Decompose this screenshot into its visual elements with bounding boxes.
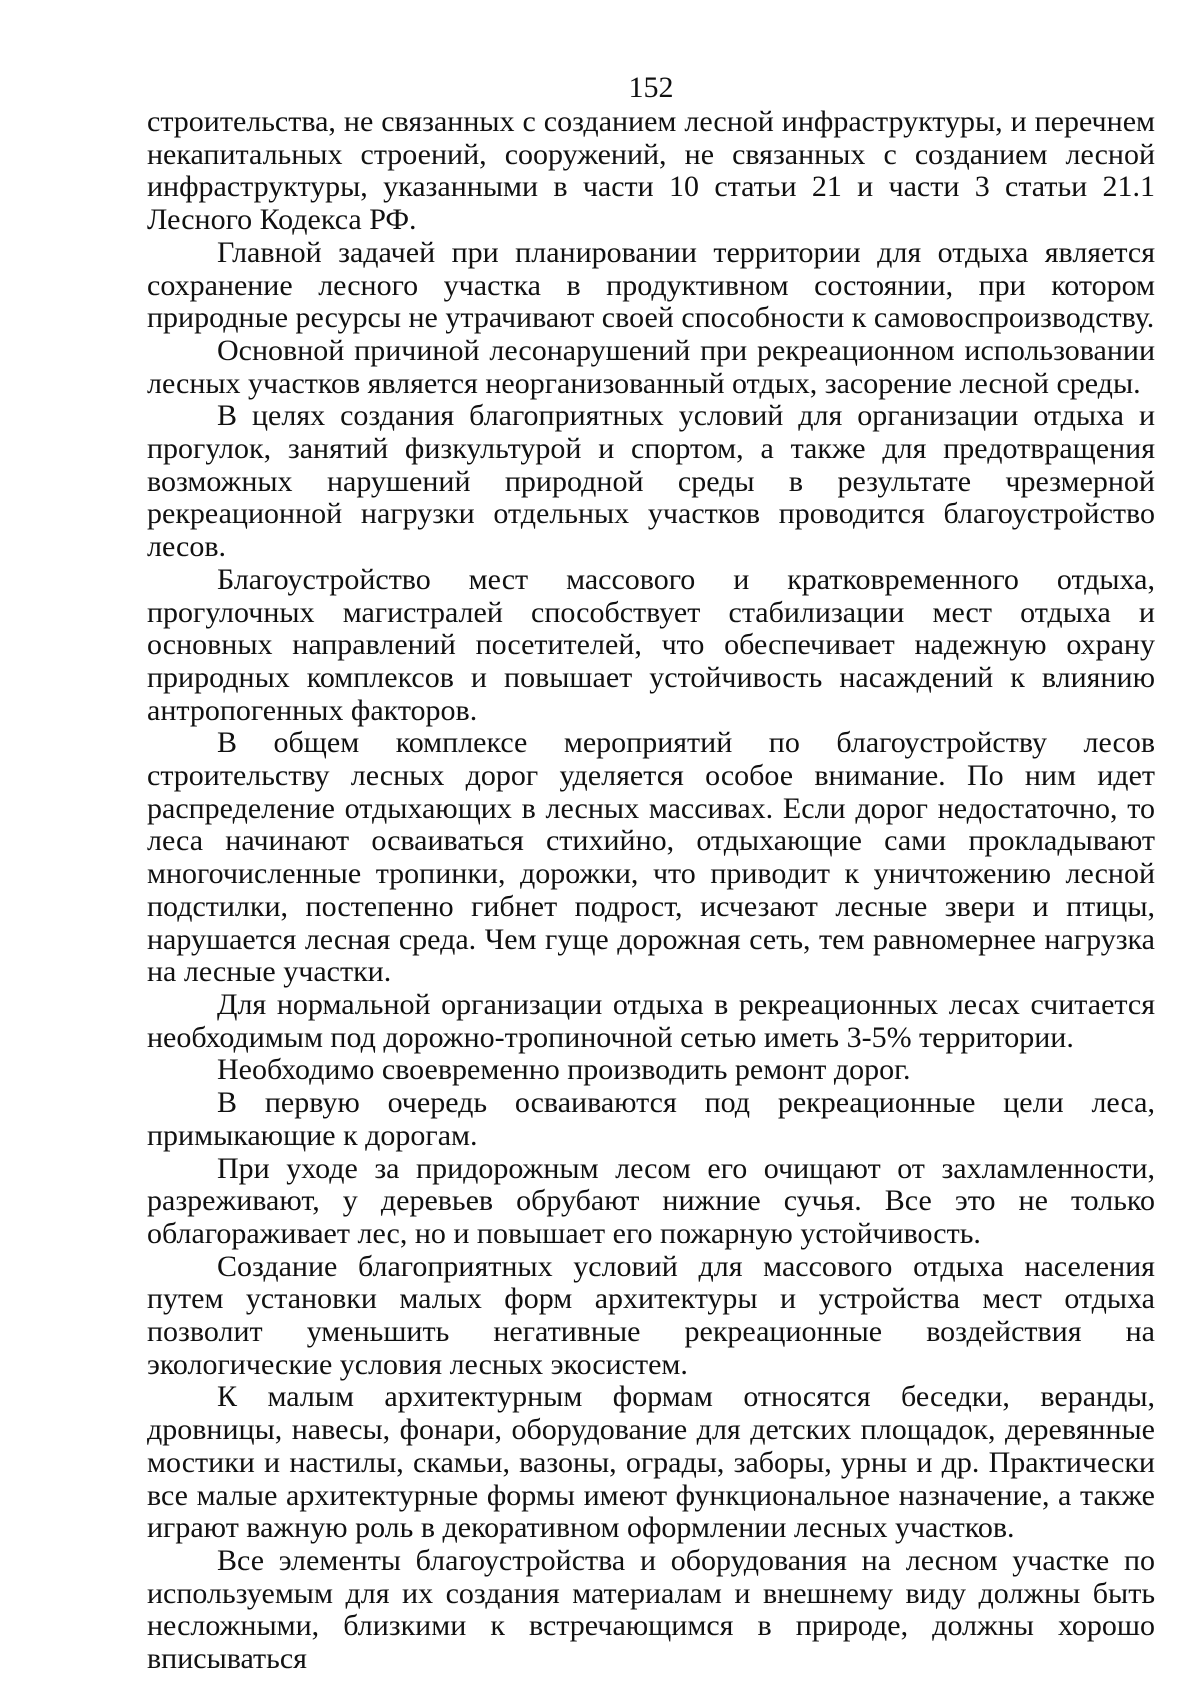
paragraph: К малым архитектурным формам относятся беседки, веранды, дровницы, навесы, фонари, оборудование для детских площадок, деревянные мостики и настилы, скамьи, вазоны, ограды, заборы, урны и др. Практически все малые архитектурные формы имеют функциональное назначение, а также играют важную роль в декоративном оформлении лесных участков.	[147, 1380, 1155, 1545]
page-number: 152	[628, 71, 674, 104]
paragraph: При уходе за придорожным лесом его очищают от захламленности, разреживают, у деревьев обрубают нижние сучья. Все это не только облагораживает лес, но и повышает его пожарную устойчивость.	[147, 1151, 1155, 1250]
paragraph: Создание благоприятных условий для массового отдыха населения путем установки малых форм архитектуры и устройства мест отдыха позволит уменьшить негативные рекреационные воздействия на экологические условия лесных экосистем.	[147, 1249, 1155, 1381]
paragraph: Необходимо своевременно производить ремонт дорог.	[217, 1053, 911, 1087]
paragraph: Основной причиной лесонарушений при рекреационном использовании лесных участков является неорганизованный отдых, засорение лесной среды.	[147, 333, 1155, 400]
paragraph: Для нормальной организации отдыха в рекреационных лесах считается необходимым под дорожно-тропиночной сетью иметь 3-5% территории.	[147, 987, 1155, 1054]
document-page	[147, 72, 1155, 1676]
paragraph-truncated: Все элементы благоустройства и оборудования на лесном участке по используемым для их создания материалам и внешнему виду должны быть несложными, близкими к встречающимся в природе, должны хорошо вписываться	[147, 1543, 1155, 1676]
paragraph: В целях создания благоприятных условий для организации отдыха и прогулок, занятий физкультурой и спортом, а также для предотвращения возможных нарушений природной среды в результате чрезмерной рекреационной нагрузки отдельных участков проводится благоустройство лесов.	[147, 399, 1155, 564]
paragraph: В первую очередь осваиваются под рекреационные цели леса, примыкающие к дорогам.	[147, 1086, 1155, 1152]
paragraph-continued: строительства, не связанных с созданием лесной инфраструктуры, и перечнем некапитальных строений, сооружений, не связанных с созданием лесной инфраструктуры, указанными в части 10 статьи 21 и части 3 статьи 21.1 Лесного Кодекса РФ.	[147, 105, 1155, 237]
paragraph: Благоустройство мест массового и кратковременного отдыха, прогулочных магистралей способствует стабилизации мест отдыха и основных направлений посетителей, что обеспечивает надежную охрану природных комплексов и повышает устойчивость насаждений к влиянию антропогенных факторов.	[147, 562, 1155, 727]
paragraph: В общем комплексе мероприятий по благоустройству лесов строительству лесных дорог уделяется особое внимание. По ним идет распределение отдыхающих в лесных массивах. Если дорог недостаточно, то леса начинают осваиваться стихийно, отдыхающие сами прокладывают многочисленные тропинки, дорожки, что приводит к уничтожению лесной подстилки, постепенно гибнет подрост, исчезают лесные звери и птицы, нарушается лесная среда. Чем гуще дорожная сеть, тем равномернее нагрузка на лесные участки.	[147, 726, 1155, 989]
paragraph: Главной задачей при планировании территории для отдыха является сохранение лесного участка в продуктивном состоянии, при котором природные ресурсы не утрачивают своей способности к самовоспроизводству.	[147, 235, 1155, 335]
